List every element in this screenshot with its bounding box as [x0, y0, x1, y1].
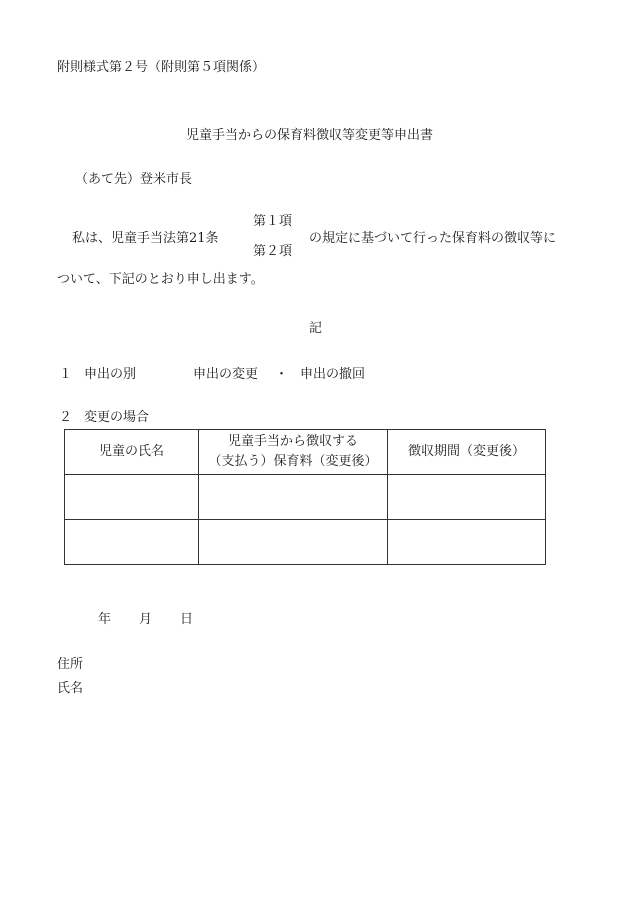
option-separator: ・ — [275, 367, 289, 382]
change-table — [64, 429, 546, 565]
document-title: 児童手当からの保育料徴収等変更等申出書 — [186, 128, 434, 143]
form-label: 附則様式第２号（附則第５項関係） — [57, 60, 266, 75]
section-2-label: 変更の場合 — [84, 410, 150, 425]
date-month: 月 — [139, 612, 153, 627]
name-label: 氏名 — [57, 681, 84, 696]
clause-1: 第１項 — [253, 214, 293, 229]
cell-fee[interactable] — [199, 475, 388, 520]
body-line-2: ついて、下記のとおり申し出ます。 — [57, 272, 264, 287]
section-1-number: １ — [59, 367, 73, 382]
ki-heading: 記 — [309, 321, 323, 336]
date-day: 日 — [180, 612, 194, 627]
option-change: 申出の変更 — [193, 367, 259, 382]
cell-child-name[interactable] — [65, 475, 199, 520]
address-label: 住所 — [57, 657, 84, 672]
cell-period[interactable] — [388, 520, 546, 565]
addressee: （あて先）登米市長 — [75, 172, 193, 187]
header-child-name: 児童の氏名 — [65, 430, 199, 475]
cell-child-name[interactable] — [65, 520, 199, 565]
body-suffix: の規定に基づいて行った保育料の徴収等に — [309, 231, 557, 246]
table-row — [65, 475, 546, 520]
header-fee-line-1: 児童手当から徴収する — [227, 433, 358, 449]
header-fee — [199, 430, 388, 475]
cell-period[interactable] — [388, 475, 546, 520]
body-prefix: 私は、児童手当法第21条 — [72, 231, 219, 246]
date-year: 年 — [98, 612, 112, 627]
section-1-label: 申出の別 — [84, 367, 137, 382]
cell-fee[interactable] — [199, 520, 388, 565]
option-withdraw: 申出の撤回 — [300, 367, 366, 382]
header-fee-line-2: （支払う）保育料（変更後） — [208, 454, 378, 469]
table-header-row — [65, 430, 546, 475]
table-row — [65, 520, 546, 565]
header-period: 徴収期間（変更後） — [388, 430, 546, 475]
clause-2: 第２項 — [253, 244, 293, 259]
section-2-number: ２ — [59, 410, 73, 425]
